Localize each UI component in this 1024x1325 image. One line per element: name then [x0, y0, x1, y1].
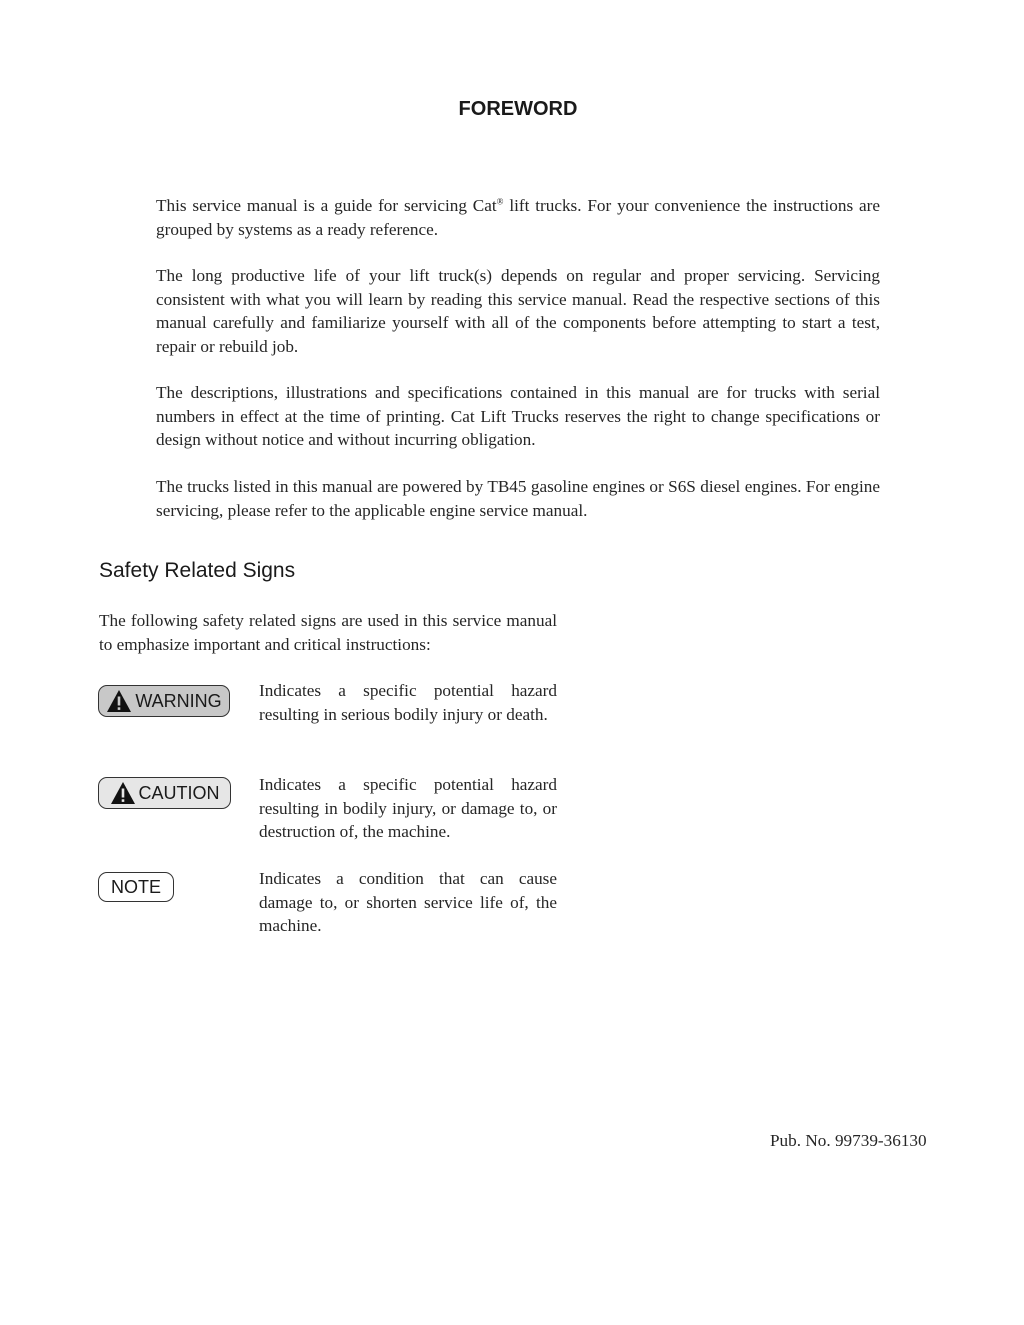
warning-triangle-icon	[106, 689, 132, 713]
registered-mark: ®	[496, 196, 504, 207]
caution-description: Indicates a specific potential hazard resulting in bodily injury, or damage to, or destruction of, the machine.	[259, 775, 557, 841]
warning-badge	[98, 685, 230, 717]
foreword-paragraph-4: The trucks listed in this manual are powered by TB45 gasoline engines or S6S diesel engines. For engine servicing, please refer to the applicable engine service manual.	[156, 477, 880, 520]
page-title: FOREWORD	[458, 98, 578, 120]
note-label: NOTE	[110, 876, 161, 897]
safety-intro: The following safety related signs are used in this service manual to emphasize important and critical instructions:	[99, 611, 557, 654]
foreword-paragraph-3: The descriptions, illustrations and specifications contained in this manual are for trucks with serial numbers in effect at the time of printing. Cat Lift Trucks reserves the right to change specifications or design without notice and without incurring obligation.	[156, 383, 880, 449]
caution-label: CAUTION	[138, 782, 220, 803]
note-badge	[98, 872, 174, 902]
section-heading: Safety Related Signs	[99, 559, 296, 582]
warning-triangle-icon	[110, 781, 136, 805]
note-description: Indicates a condition that can cause damage to, or shorten service life of, the machine.	[259, 869, 557, 935]
foreword-paragraph-1	[156, 194, 880, 241]
publication-number: Pub. No. 99739-36130	[770, 1131, 927, 1150]
paragraph-text: lift trucks. For your convenience the instructions are grouped by systems as a ready reference.	[156, 196, 880, 239]
paragraph-text: This service manual is a guide for servicing Cat	[156, 196, 497, 215]
caution-badge	[98, 777, 231, 809]
warning-label: WARNING	[135, 690, 222, 711]
foreword-paragraph-2: The long productive life of your lift truck(s) depends on regular and proper servicing. Servicing consistent with what you will learn by reading this service manual. Read the respective sections of this manual carefully and familiarize yourself with all of the components before attempting to start a test, repair or rebuild job.	[156, 266, 880, 356]
warning-description: Indicates a specific potential hazard resulting in serious bodily injury or death.	[259, 681, 557, 724]
